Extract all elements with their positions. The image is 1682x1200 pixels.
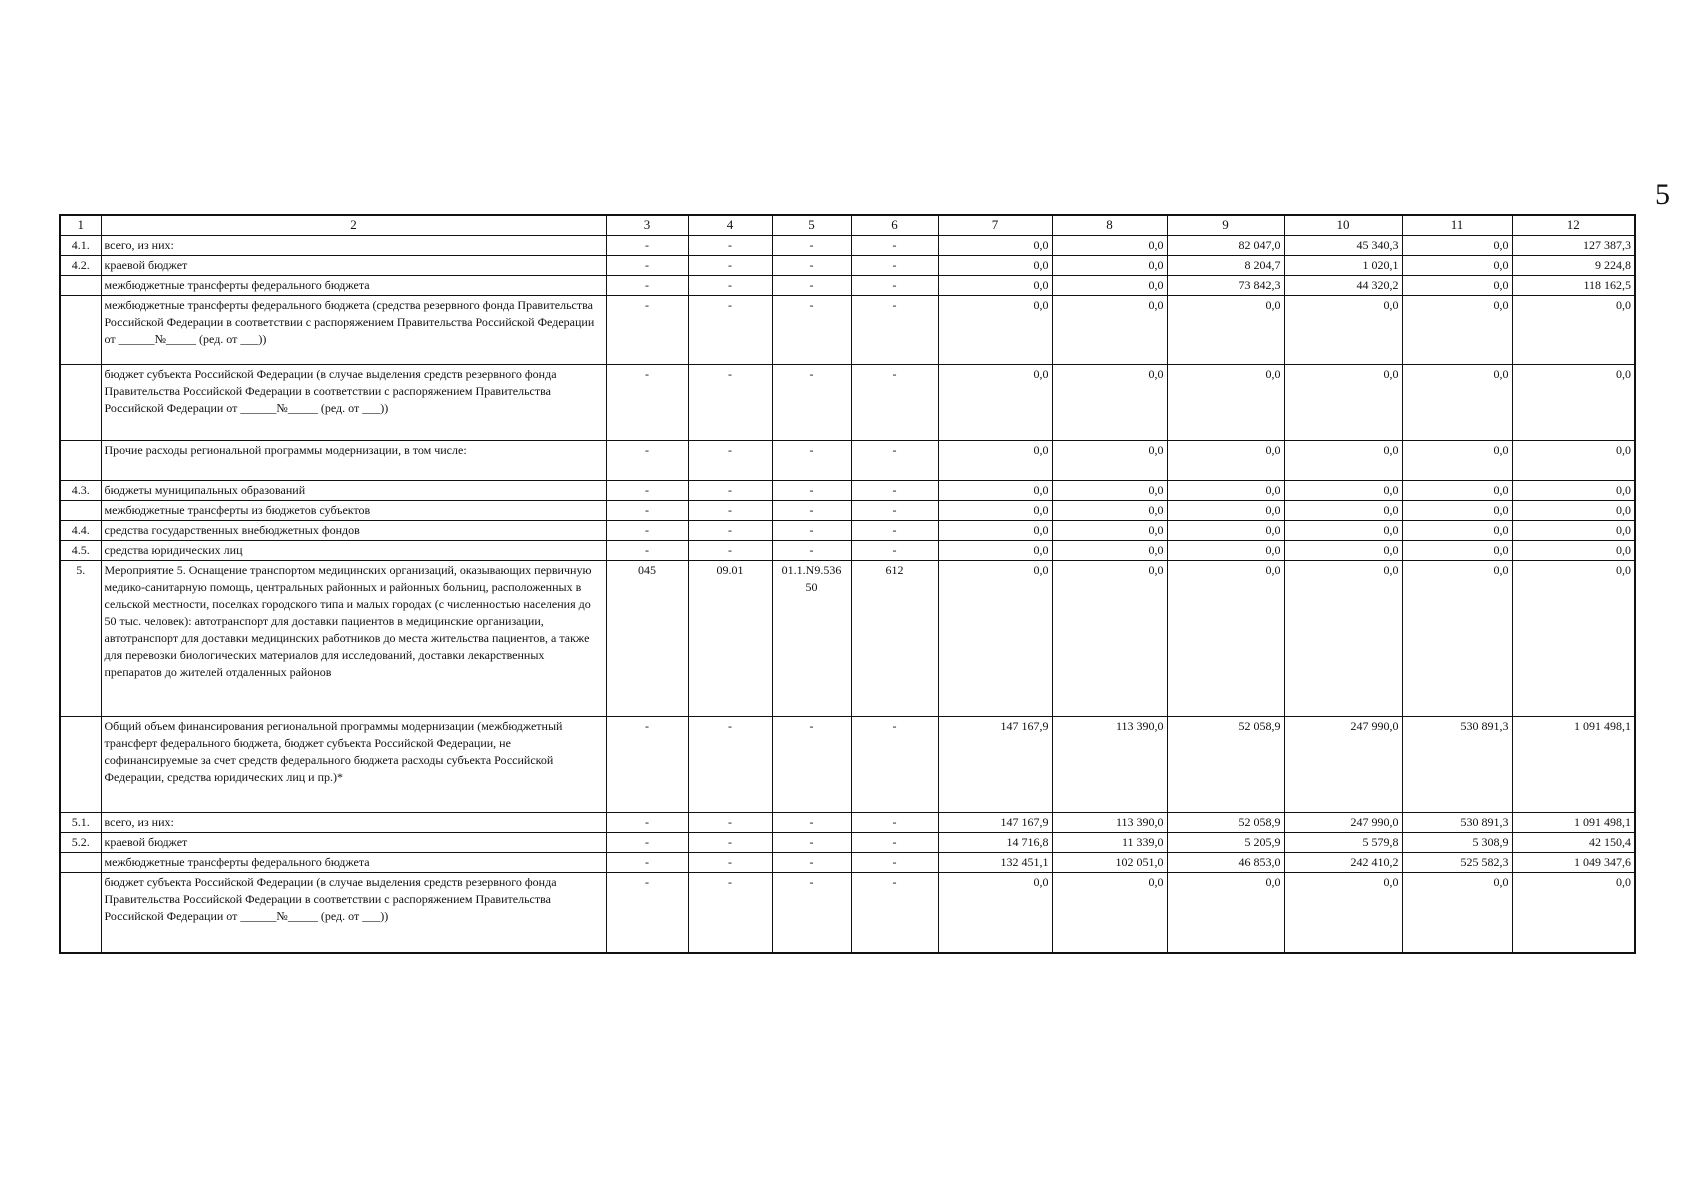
value-cell: 0,0 <box>1052 236 1167 256</box>
value-cell: 11 339,0 <box>1052 833 1167 853</box>
value-cell: 113 390,0 <box>1052 813 1167 833</box>
row-description: Общий объем финансирования региональной программы модернизации (межбюджетный трансферт федерального бюджета, бюджет субъекта Российской Федерации, не софинансируемые за счет средств федерального бюджета расходы субъекта Российской Федерации, средства юридических лиц и пр.)* <box>101 717 606 813</box>
code-cell: - <box>606 833 688 853</box>
header-cell: 8 <box>1052 215 1167 236</box>
value-cell: 0,0 <box>1284 541 1402 561</box>
value-cell: 0,0 <box>1512 501 1635 521</box>
value-cell: 0,0 <box>1512 873 1635 953</box>
value-cell: 0,0 <box>1052 501 1167 521</box>
row-description: краевой бюджет <box>101 256 606 276</box>
value-cell: 0,0 <box>1284 441 1402 481</box>
row-number <box>60 441 101 481</box>
table-row <box>60 365 1635 441</box>
value-cell: 0,0 <box>1284 365 1402 441</box>
row-number: 5.2. <box>60 833 101 853</box>
row-description: межбюджетные трансферты федерального бюджета (средства резервного фонда Правительства Российской Федерации в соответствии с распоряжением Правительства Российской Федерации от ______№_____ (ред. от ___)) <box>101 296 606 365</box>
header-cell: 10 <box>1284 215 1402 236</box>
value-cell: 0,0 <box>1402 441 1512 481</box>
value-cell: 46 853,0 <box>1167 853 1284 873</box>
value-cell: 0,0 <box>1167 521 1284 541</box>
value-cell: 1 091 498,1 <box>1512 813 1635 833</box>
row-number: 4.2. <box>60 256 101 276</box>
row-description: средства юридических лиц <box>101 541 606 561</box>
value-cell: 0,0 <box>1052 441 1167 481</box>
code-cell: - <box>851 853 938 873</box>
table-row <box>60 481 1635 501</box>
row-number <box>60 853 101 873</box>
code-cell: - <box>688 873 772 953</box>
header-cell: 1 <box>60 215 101 236</box>
row-number <box>60 873 101 953</box>
value-cell: 525 582,3 <box>1402 853 1512 873</box>
code-cell: - <box>688 441 772 481</box>
row-description: межбюджетные трансферты федерального бюджета <box>101 853 606 873</box>
code-cell: - <box>772 813 851 833</box>
value-cell: 0,0 <box>1284 561 1402 717</box>
code-cell: - <box>772 236 851 256</box>
table-row <box>60 276 1635 296</box>
table-row <box>60 541 1635 561</box>
code-cell: - <box>772 853 851 873</box>
header-row <box>60 215 1635 236</box>
code-cell: - <box>606 717 688 813</box>
row-number: 4.1. <box>60 236 101 256</box>
value-cell: 0,0 <box>938 561 1052 717</box>
value-cell: 0,0 <box>1402 296 1512 365</box>
table-row <box>60 441 1635 481</box>
code-cell: - <box>688 481 772 501</box>
value-cell: 0,0 <box>1167 481 1284 501</box>
code-cell: - <box>772 481 851 501</box>
code-cell: 09.01 <box>688 561 772 717</box>
code-cell: - <box>688 276 772 296</box>
value-cell: 0,0 <box>1052 541 1167 561</box>
value-cell: 247 990,0 <box>1284 717 1402 813</box>
value-cell: 5 579,8 <box>1284 833 1402 853</box>
table-row <box>60 813 1635 833</box>
value-cell: 127 387,3 <box>1512 236 1635 256</box>
value-cell: 247 990,0 <box>1284 813 1402 833</box>
header-cell: 5 <box>772 215 851 236</box>
row-description: межбюджетные трансферты из бюджетов субъектов <box>101 501 606 521</box>
code-cell: - <box>772 256 851 276</box>
code-cell: - <box>606 365 688 441</box>
code-cell: - <box>688 521 772 541</box>
value-cell: 0,0 <box>1052 296 1167 365</box>
value-cell: 0,0 <box>1167 541 1284 561</box>
value-cell: 0,0 <box>1284 873 1402 953</box>
code-cell: - <box>688 853 772 873</box>
code-cell: - <box>688 833 772 853</box>
code-cell: - <box>688 813 772 833</box>
code-cell: 612 <box>851 561 938 717</box>
value-cell: 0,0 <box>1167 561 1284 717</box>
table-row <box>60 236 1635 256</box>
header-cell: 3 <box>606 215 688 236</box>
code-cell: - <box>606 296 688 365</box>
value-cell: 0,0 <box>1167 296 1284 365</box>
value-cell: 0,0 <box>938 441 1052 481</box>
code-cell: - <box>851 296 938 365</box>
table-row <box>60 717 1635 813</box>
value-cell: 0,0 <box>1402 561 1512 717</box>
code-cell: 01.1.N9.536 50 <box>772 561 851 717</box>
value-cell: 0,0 <box>1284 296 1402 365</box>
value-cell: 147 167,9 <box>938 813 1052 833</box>
value-cell: 14 716,8 <box>938 833 1052 853</box>
row-number <box>60 276 101 296</box>
row-number <box>60 365 101 441</box>
code-cell: 045 <box>606 561 688 717</box>
value-cell: 0,0 <box>1052 873 1167 953</box>
value-cell: 0,0 <box>1402 256 1512 276</box>
row-description: Мероприятие 5. Оснащение транспортом медицинских организаций, оказывающих первичную медико-санитарную помощь, центральных районных и районных больниц, расположенных в сельской местности, поселках городского типа и малых городах (с численностью населения до 50 тыс. человек): автотранспорт для доставки пациентов в медицинские организации, автотранспорт для доставки медицинских работников до места жительства пациентов, а также для перевозки биологических материалов для исследований, доставки лекарственных препаратов до жителей отдаленных районов <box>101 561 606 717</box>
code-cell: - <box>688 296 772 365</box>
code-cell: - <box>606 813 688 833</box>
value-cell: 0,0 <box>1402 276 1512 296</box>
value-cell: 52 058,9 <box>1167 813 1284 833</box>
value-cell: 0,0 <box>1512 481 1635 501</box>
value-cell: 113 390,0 <box>1052 717 1167 813</box>
code-cell: - <box>772 296 851 365</box>
value-cell: 1 020,1 <box>1284 256 1402 276</box>
value-cell: 0,0 <box>938 873 1052 953</box>
row-description: бюджет субъекта Российской Федерации (в случае выделения средств резервного фонда Правительства Российской Федерации в соответствии с распоряжением Правительства Российской Федерации от ______№_____ (ред. от ___)) <box>101 873 606 953</box>
row-number: 4.3. <box>60 481 101 501</box>
value-cell: 0,0 <box>1052 276 1167 296</box>
code-cell: - <box>772 833 851 853</box>
value-cell: 1 091 498,1 <box>1512 717 1635 813</box>
header-cell: 7 <box>938 215 1052 236</box>
value-cell: 0,0 <box>1167 441 1284 481</box>
code-cell: - <box>851 365 938 441</box>
row-description: Прочие расходы региональной программы модернизации, в том числе: <box>101 441 606 481</box>
value-cell: 0,0 <box>1284 481 1402 501</box>
code-cell: - <box>772 501 851 521</box>
value-cell: 0,0 <box>1512 365 1635 441</box>
value-cell: 44 320,2 <box>1284 276 1402 296</box>
value-cell: 0,0 <box>1402 873 1512 953</box>
code-cell: - <box>851 833 938 853</box>
value-cell: 9 224,8 <box>1512 256 1635 276</box>
row-number: 5.1. <box>60 813 101 833</box>
code-cell: - <box>606 501 688 521</box>
row-number: 4.5. <box>60 541 101 561</box>
header-cell: 2 <box>101 215 606 236</box>
value-cell: 0,0 <box>1512 441 1635 481</box>
value-cell: 530 891,3 <box>1402 717 1512 813</box>
code-cell: - <box>851 813 938 833</box>
value-cell: 0,0 <box>1052 521 1167 541</box>
code-cell: - <box>851 541 938 561</box>
code-cell: - <box>851 236 938 256</box>
value-cell: 0,0 <box>938 521 1052 541</box>
header-cell: 12 <box>1512 215 1635 236</box>
value-cell: 0,0 <box>1512 561 1635 717</box>
value-cell: 0,0 <box>1052 481 1167 501</box>
header-cell: 11 <box>1402 215 1512 236</box>
row-description: межбюджетные трансферты федерального бюджета <box>101 276 606 296</box>
value-cell: 0,0 <box>1402 501 1512 521</box>
code-cell: - <box>772 717 851 813</box>
table-row <box>60 873 1635 953</box>
value-cell: 5 308,9 <box>1402 833 1512 853</box>
value-cell: 0,0 <box>1512 521 1635 541</box>
row-number: 5. <box>60 561 101 717</box>
code-cell: - <box>606 481 688 501</box>
code-cell: - <box>606 521 688 541</box>
code-cell: - <box>772 276 851 296</box>
value-cell: 0,0 <box>938 236 1052 256</box>
row-description: всего, из них: <box>101 236 606 256</box>
value-cell: 118 162,5 <box>1512 276 1635 296</box>
code-cell: - <box>851 521 938 541</box>
table-row <box>60 521 1635 541</box>
code-cell: - <box>851 481 938 501</box>
code-cell: - <box>851 501 938 521</box>
value-cell: 242 410,2 <box>1284 853 1402 873</box>
value-cell: 8 204,7 <box>1167 256 1284 276</box>
code-cell: - <box>772 365 851 441</box>
value-cell: 0,0 <box>1284 501 1402 521</box>
row-description: всего, из них: <box>101 813 606 833</box>
value-cell: 0,0 <box>938 501 1052 521</box>
code-cell: - <box>688 365 772 441</box>
code-cell: - <box>851 256 938 276</box>
value-cell: 0,0 <box>1402 521 1512 541</box>
row-number <box>60 296 101 365</box>
value-cell: 0,0 <box>938 481 1052 501</box>
row-description: бюджет субъекта Российской Федерации (в случае выделения средств резервного фонда Правительства Российской Федерации в соответствии с распоряжением Правительства Российской Федерации от ______№_____ (ред. от ___)) <box>101 365 606 441</box>
code-cell: - <box>688 541 772 561</box>
code-cell: - <box>606 256 688 276</box>
value-cell: 5 205,9 <box>1167 833 1284 853</box>
code-cell: - <box>772 873 851 953</box>
code-cell: - <box>688 501 772 521</box>
value-cell: 0,0 <box>1284 521 1402 541</box>
header-cell: 6 <box>851 215 938 236</box>
value-cell: 147 167,9 <box>938 717 1052 813</box>
code-cell: - <box>851 873 938 953</box>
table-row <box>60 256 1635 276</box>
header-cell: 4 <box>688 215 772 236</box>
table-row <box>60 853 1635 873</box>
code-cell: - <box>772 441 851 481</box>
value-cell: 0,0 <box>938 296 1052 365</box>
row-description: средства государственных внебюджетных фондов <box>101 521 606 541</box>
value-cell: 0,0 <box>1052 256 1167 276</box>
value-cell: 0,0 <box>1402 365 1512 441</box>
row-number <box>60 717 101 813</box>
budget-table <box>59 214 1636 954</box>
code-cell: - <box>606 236 688 256</box>
value-cell: 0,0 <box>938 541 1052 561</box>
code-cell: - <box>606 441 688 481</box>
code-cell: - <box>851 717 938 813</box>
value-cell: 0,0 <box>1167 365 1284 441</box>
value-cell: 0,0 <box>1167 501 1284 521</box>
code-cell: - <box>606 873 688 953</box>
code-cell: - <box>688 717 772 813</box>
table-row <box>60 296 1635 365</box>
code-cell: - <box>688 236 772 256</box>
value-cell: 0,0 <box>1402 236 1512 256</box>
value-cell: 0,0 <box>938 365 1052 441</box>
value-cell: 132 451,1 <box>938 853 1052 873</box>
row-number <box>60 501 101 521</box>
code-cell: - <box>772 521 851 541</box>
value-cell: 0,0 <box>1512 296 1635 365</box>
code-cell: - <box>606 276 688 296</box>
table-row <box>60 501 1635 521</box>
value-cell: 0,0 <box>1402 541 1512 561</box>
value-cell: 0,0 <box>938 276 1052 296</box>
value-cell: 0,0 <box>1402 481 1512 501</box>
code-cell: - <box>772 541 851 561</box>
value-cell: 0,0 <box>1512 541 1635 561</box>
page-number: 5 <box>1655 178 1670 211</box>
value-cell: 530 891,3 <box>1402 813 1512 833</box>
row-description: краевой бюджет <box>101 833 606 853</box>
value-cell: 0,0 <box>938 256 1052 276</box>
value-cell: 0,0 <box>1052 365 1167 441</box>
table-row <box>60 833 1635 853</box>
code-cell: - <box>851 441 938 481</box>
value-cell: 0,0 <box>1167 873 1284 953</box>
code-cell: - <box>606 853 688 873</box>
row-number: 4.4. <box>60 521 101 541</box>
value-cell: 82 047,0 <box>1167 236 1284 256</box>
value-cell: 1 049 347,6 <box>1512 853 1635 873</box>
code-cell: - <box>606 541 688 561</box>
code-cell: - <box>851 276 938 296</box>
value-cell: 52 058,9 <box>1167 717 1284 813</box>
value-cell: 45 340,3 <box>1284 236 1402 256</box>
table-row <box>60 561 1635 717</box>
value-cell: 0,0 <box>1052 561 1167 717</box>
value-cell: 73 842,3 <box>1167 276 1284 296</box>
row-description: бюджеты муниципальных образований <box>101 481 606 501</box>
value-cell: 42 150,4 <box>1512 833 1635 853</box>
code-cell: - <box>688 256 772 276</box>
value-cell: 102 051,0 <box>1052 853 1167 873</box>
header-cell: 9 <box>1167 215 1284 236</box>
